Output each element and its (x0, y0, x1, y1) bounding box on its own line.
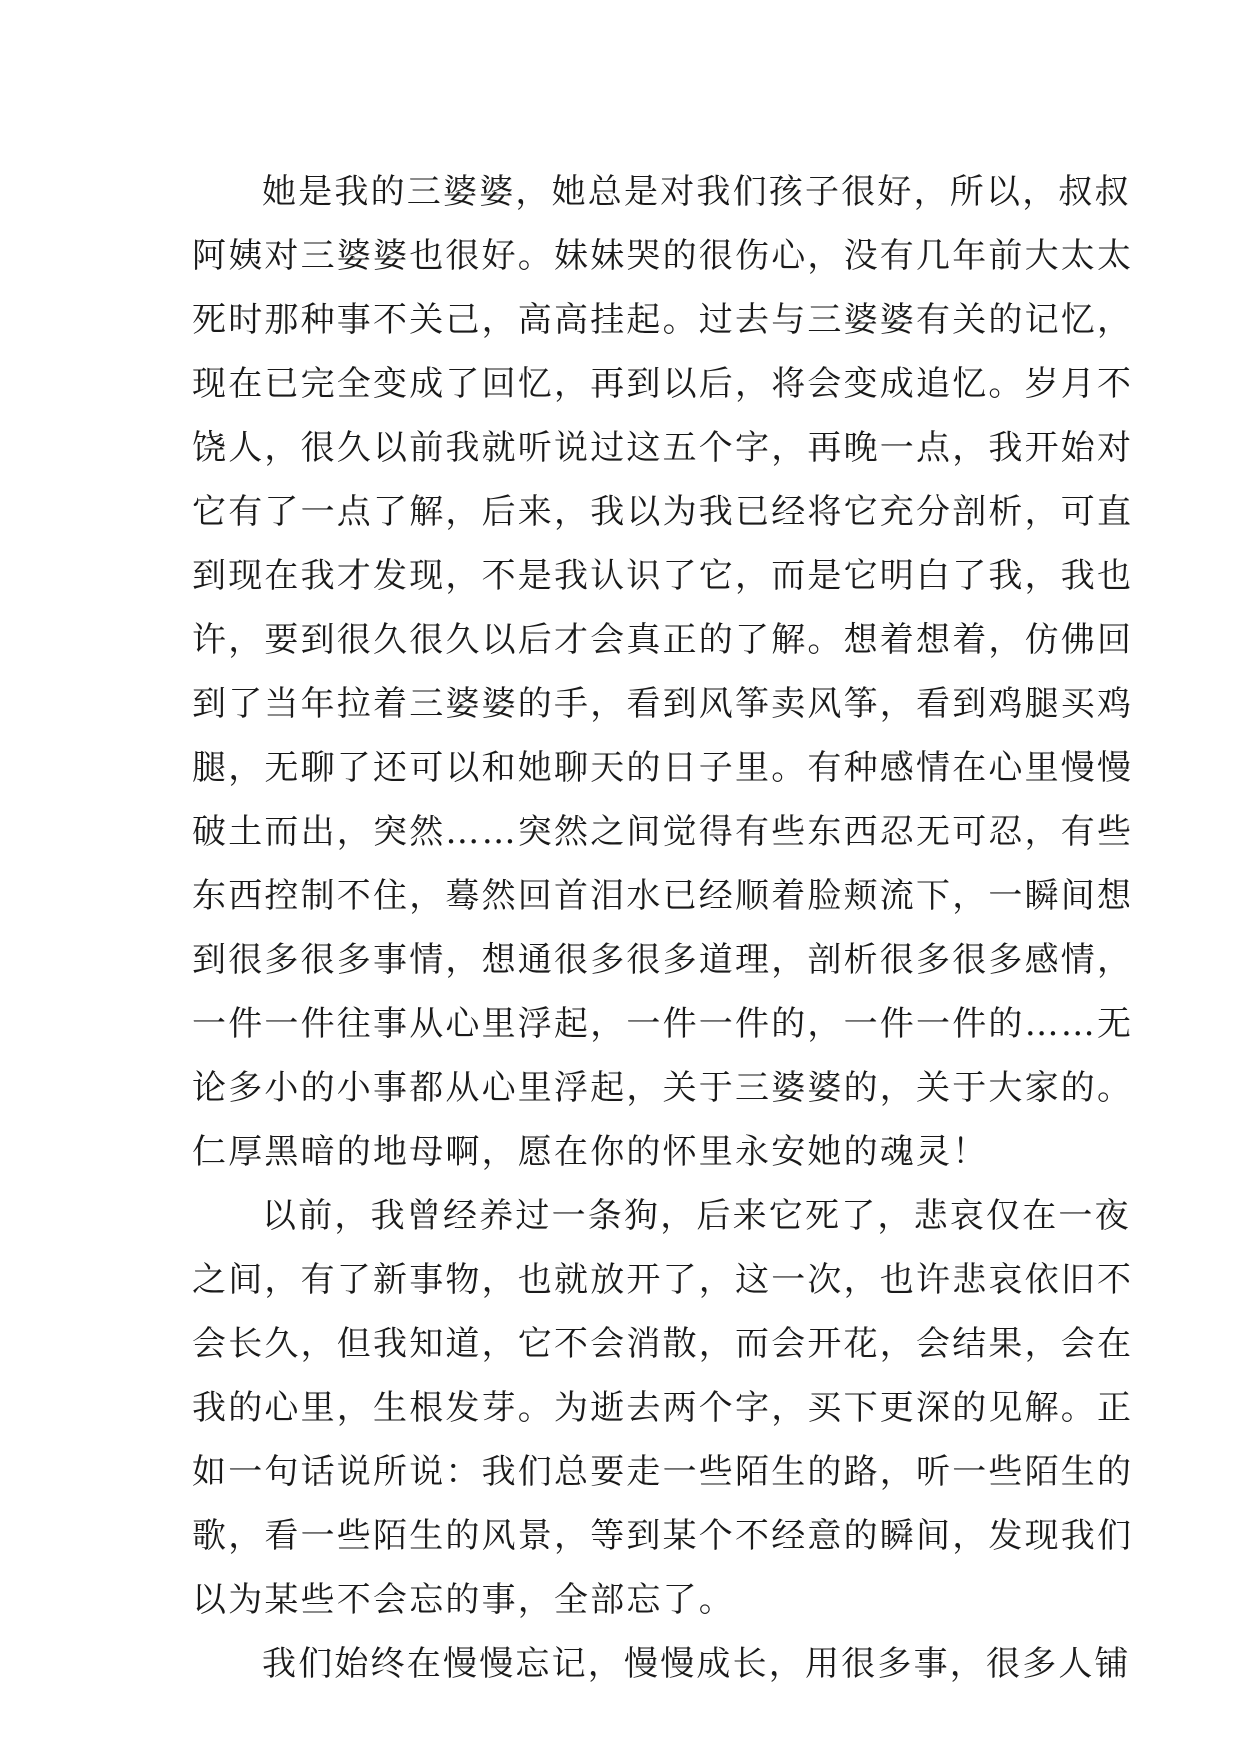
text-line: 到现在我才发现，不是我认识了它，而是它明白了我，我也 (192, 556, 1134, 596)
text-line: 饶人，很久以前我就听说过这五个字，再晚一点，我开始对 (192, 428, 1134, 468)
text-line: 一件一件往事从心里浮起，一件一件的，一件一件的……无 (192, 1004, 1134, 1044)
text-line: 到了当年拉着三婆婆的手，看到风筝卖风筝，看到鸡腿买鸡 (192, 684, 1134, 724)
text-line: 歌，看一些陌生的风景，等到某个不经意的瞬间，发现我们 (192, 1516, 1134, 1556)
text-line: 死时那种事不关己，高高挂起。过去与三婆婆有关的记忆， (192, 300, 1134, 340)
text-line: 现在已完全变成了回忆，再到以后，将会变成追忆。岁月不 (192, 364, 1134, 404)
text-line: 如一句话说所说：我们总要走一些陌生的路，听一些陌生的 (192, 1452, 1134, 1492)
text-line: 以前，我曾经养过一条狗，后来它死了，悲哀仅在一夜 (262, 1196, 1131, 1236)
text-line: 腿，无聊了还可以和她聊天的日子里。有种感情在心里慢慢 (192, 748, 1134, 788)
text-line: 仁厚黑暗的地母啊，愿在你的怀里永安她的魂灵！ (192, 1132, 989, 1172)
text-line: 会长久，但我知道，它不会消散，而会开花，会结果，会在 (192, 1324, 1134, 1364)
text-line: 它有了一点了解，后来，我以为我已经将它充分剖析，可直 (192, 492, 1134, 532)
text-line: 以为某些不会忘的事，全部忘了。 (192, 1580, 735, 1620)
text-line: 她是我的三婆婆，她总是对我们孩子很好，所以，叔叔 (262, 172, 1131, 212)
paragraph (192, 1632, 1131, 1696)
text-line: 许，要到很久很久以后才会真正的了解。想着想着，仿佛回 (192, 620, 1134, 660)
text-line: 到很多很多事情，想通很多很多道理，剖析很多很多感情， (192, 940, 1134, 980)
document-body (192, 160, 1134, 1696)
text-line: 论多小的小事都从心里浮起，关于三婆婆的，关于大家的。 (192, 1068, 1134, 1108)
text-line: 东西控制不住，蓦然回首泪水已经顺着脸颊流下，一瞬间想 (192, 876, 1134, 916)
paragraph (192, 160, 1134, 1184)
text-line: 破土而出，突然……突然之间觉得有些东西忍无可忍，有些 (192, 812, 1134, 852)
text-line: 我们始终在慢慢忘记，慢慢成长，用很多事，很多人铺 (262, 1644, 1131, 1684)
paragraph (192, 1184, 1134, 1632)
text-line: 我的心里，生根发芽。为逝去两个字，买下更深的见解。正 (192, 1388, 1134, 1428)
text-line: 阿姨对三婆婆也很好。妹妹哭的很伤心，没有几年前大太太 (192, 236, 1134, 276)
text-line: 之间，有了新事物，也就放开了，这一次，也许悲哀依旧不 (192, 1260, 1134, 1300)
